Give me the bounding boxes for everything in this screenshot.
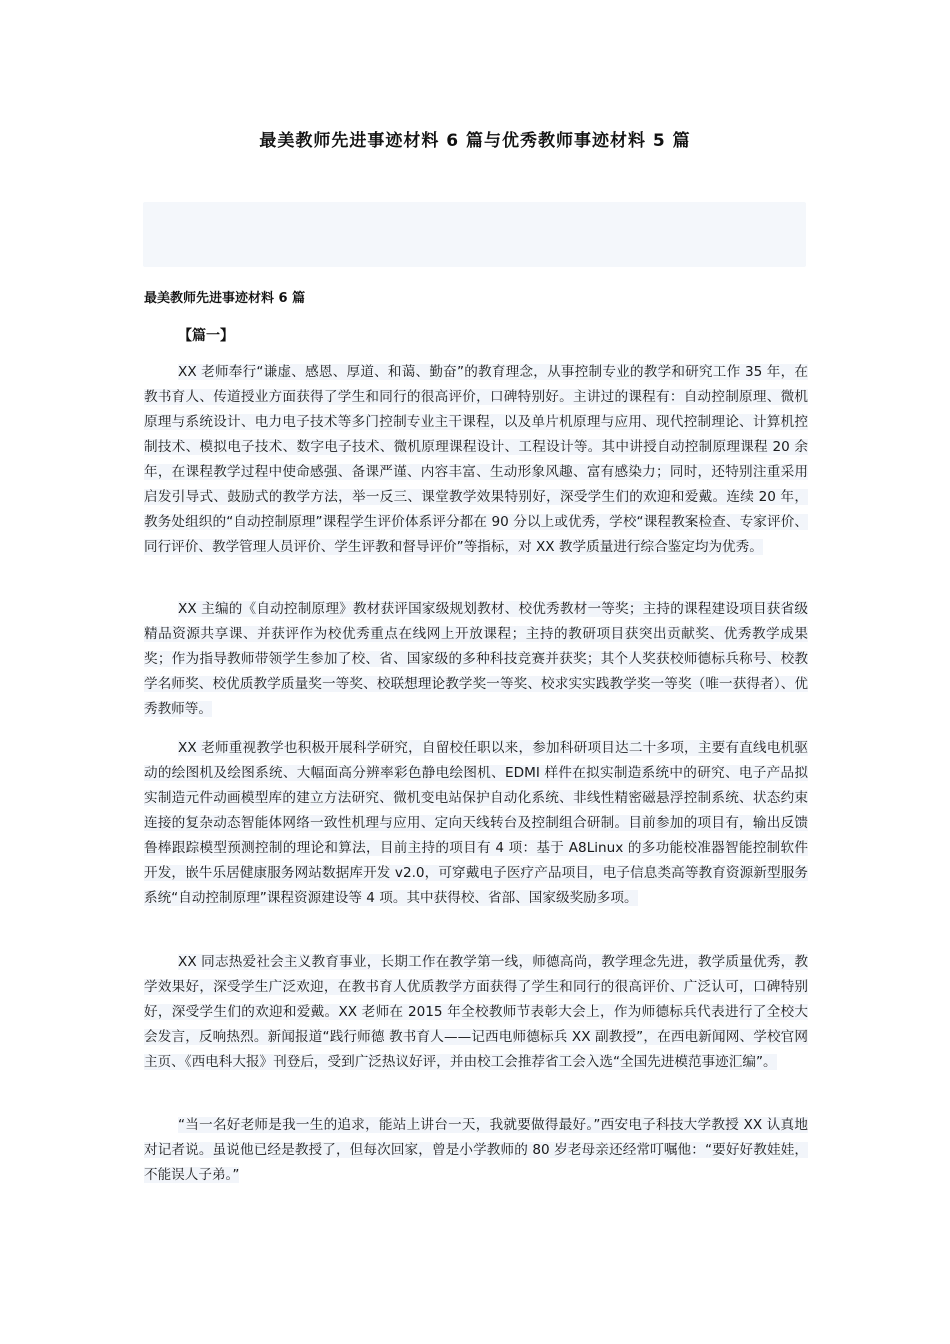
paragraph-3: XX 老师重视教学也积极开展科学研究，自留校任职以来，参加科研项目达二十多项，主要有直线电机驱动的绘图机及绘图系统、大幅面高分辨率彩色静电绘图机、EDMI 样件在拟实制造系统中的研究、电子产品拟实制造元件动画模型库的建立方法研究、微机变电站保护自动化系统、非线性精密磁悬浮控制系统、状态约束连接的复杂动态智能体网络一致性机理与应用、定向天线转台及控制组合研制。目前参加的项目有，输出反馈鲁棒跟踪模型预测控制的理论和算法，目前主持的项目有 4 项：基于 A8Linux 的多功能校准器智能控制软件开发，嵌牛乐居健康服务网站数据库开发 v2.0，可穿戴电子医疗产品项目，电子信息类高等教育资源新型服务系统“自动控制原理”课程资源建设等 4 项。其中获得校、省部、国家级奖励多项。 [144,740,808,906]
banner-placeholder [143,202,806,267]
document-title: 最美教师先进事迹材料 6 篇与优秀教师事迹材料 5 篇 [259,131,691,151]
part-label: 【篇一】 [178,328,234,344]
paragraph-1: XX 老师奉行“谦虚、感恩、厚道、和蔼、勤奋”的教育理念，从事控制专业的教学和研究工作 35 年，在教书育人、传道授业方面获得了学生和同行的很高评价，口碑特别好。主讲过的课程有：自动控制原理、微机原理与系统设计、电力电子技术等多门控制专业主干课程，以及单片机原理与应用、现代控制理论、计算机控制技术、模拟电子技术、数字电子技术、微机原理课程设计、工程设计等。其中讲授自动控制原理课程 20 余年，在课程教学过程中使命感强、备课严谨、内容丰富、生动形象风趣、富有感染力；同时，还特别注重采用启发引导式、鼓励式的教学方法，举一反三、课堂教学效果特别好，深受学生们的欢迎和爱戴。连续 20 年，教务处组织的“自动控制原理”课程学生评价体系评分都在 90 分以上或优秀，学校“课程教案检查、专家评价、同行评价、教学管理人员评价、学生评教和督导评价”等指标，对 XX 教学质量进行综合鉴定均为优秀。 [144,364,808,555]
paragraph-2: XX 主编的《自动控制原理》教材获评国家级规划教材、校优秀教材一等奖；主持的课程建设项目获省级精品资源共享课、并获评作为校优秀重点在线网上开放课程；主持的教研项目获突出贡献奖、优秀教学成果奖；作为指导教师带领学生参加了校、省、国家级的多种科技竞赛并获奖；其个人奖获校师德标兵称号、校教学名师奖、校优质教学质量奖一等奖、校联想理论教学奖一等奖、校求实实践教学奖一等奖（唯一获得者）、优秀教师等。 [144,601,808,717]
paragraph-5: “当一名好老师是我一生的追求，能站上讲台一天，我就要做得最好。”西安电子科技大学教授 XX 认真地对记者说。虽说他已经是教授了，但每次回家，曾是小学教师的 80 岁老母亲还经常叮嘱他：“要好好教娃娃，不能误人子弟。” [144,1117,808,1183]
section-heading: 最美教师先进事迹材料 6 篇 [144,291,306,306]
paragraph-4: XX 同志热爱社会主义教育事业，长期工作在教学第一线，师德高尚，教学理念先进，教学质量优秀，教学效果好，深受学生广泛欢迎，在教书育人优质教学方面获得了学生和同行的很高评价、广泛认可，口碑特别好，深受学生们的欢迎和爱戴。XX 老师在 2015 年全校教师节表彰大会上，作为师德标兵代表进行了全校大会发言，反响热烈。新闻报道“践行师德 教书育人——记西电师德标兵 XX 副教授”，在西电新闻网、学校官网主页、《西电科大报》刊登后，受到广泛热议好评，并由校工会推荐省工会入选“全国先进模范事迹汇编”。 [144,954,808,1070]
